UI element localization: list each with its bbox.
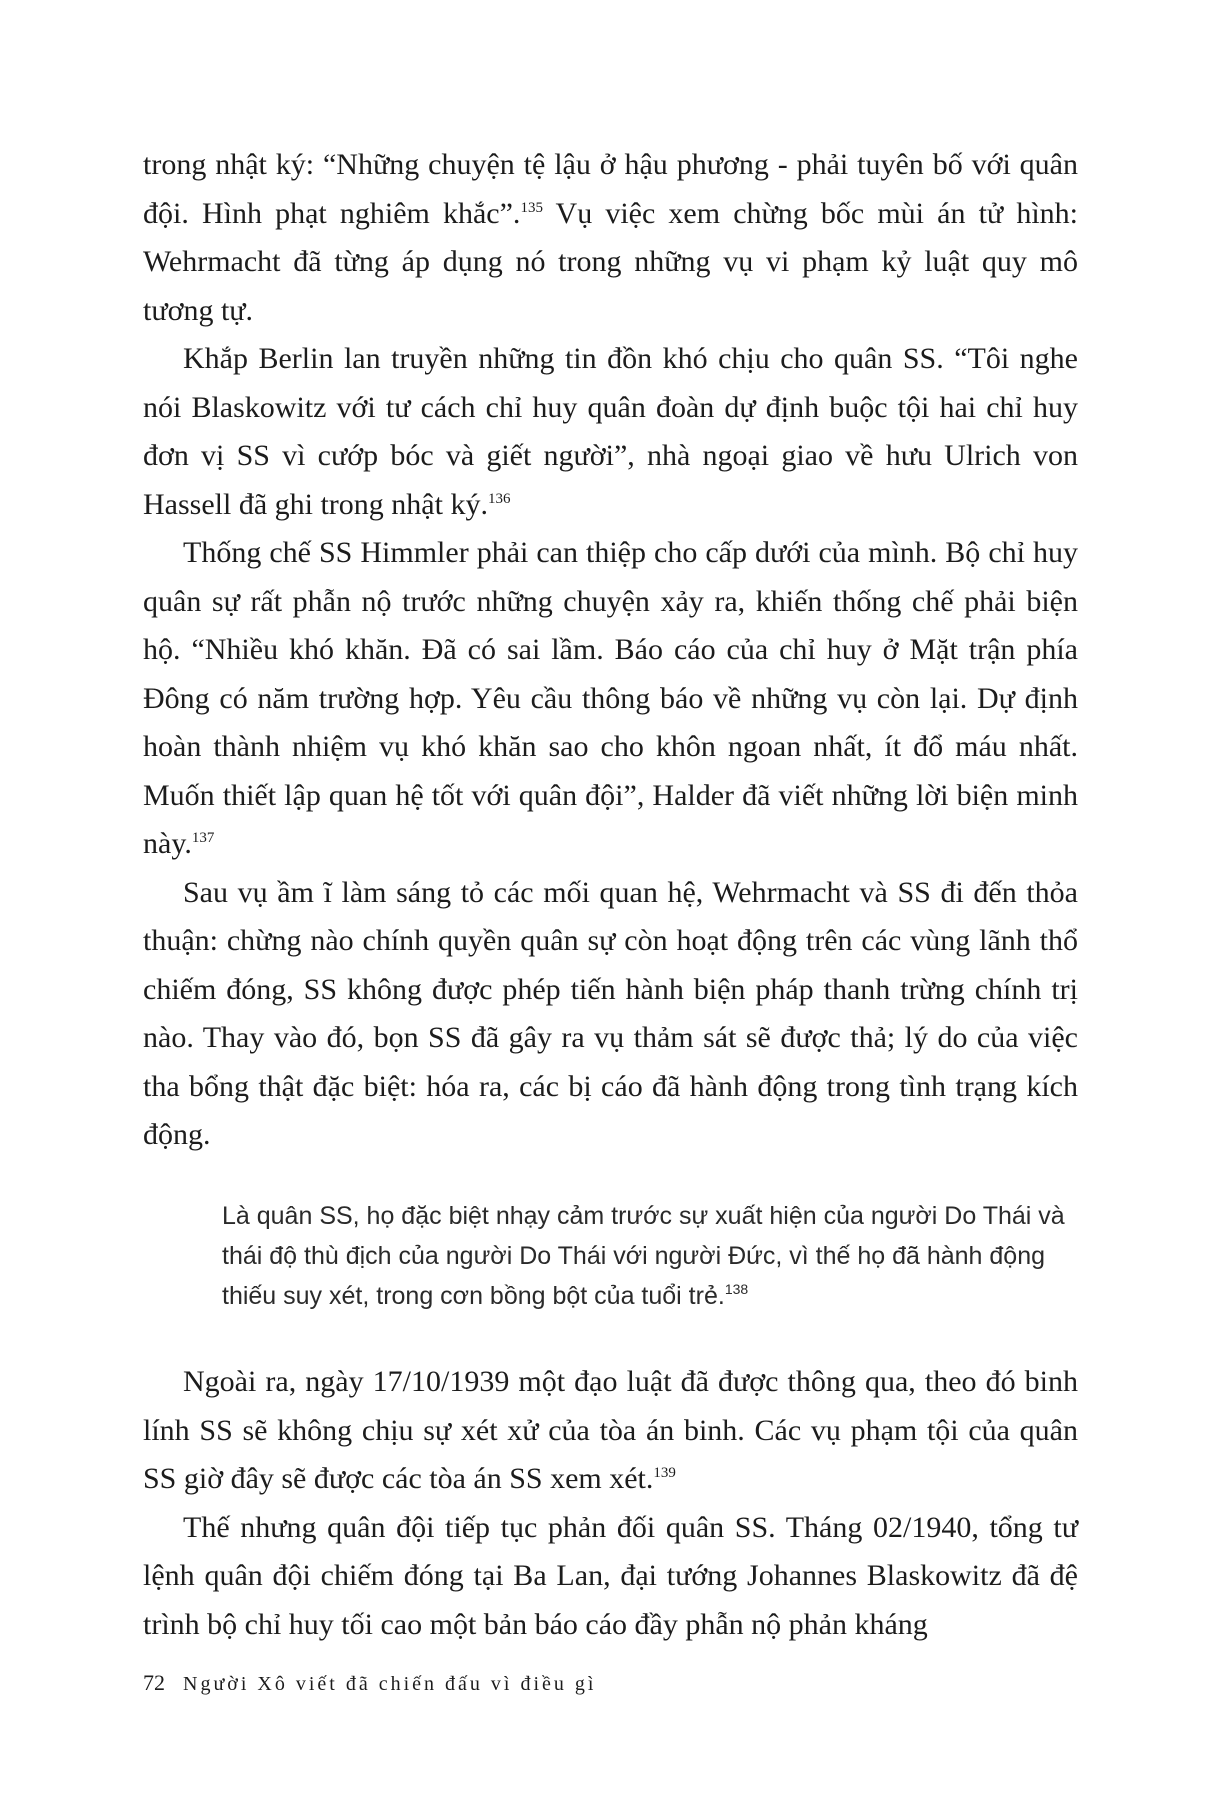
paragraph-3 [143, 529, 1078, 869]
paragraph-1 [143, 141, 1078, 335]
footnote-ref-138: 138 [724, 1281, 749, 1297]
paragraph-5 [143, 1358, 1078, 1504]
running-title: Người Xô viết đã chiến đấu vì điều gì [183, 1673, 597, 1695]
paragraph-6 [143, 1504, 1078, 1650]
footnote-ref-139: 139 [653, 1465, 676, 1481]
paragraph-2-text: Khắp Berlin lan truyền những tin đồn khó chịu cho quân SS. “Tôi nghe nói Blaskowitz với tư cách chỉ huy quân đoàn dự định buộc tội hai chỉ huy đơn vị SS vì cướp bóc và giết người”, nhà ngoại giao về hưu Ulrich von Hassell đã ghi trong nhật ký. [143, 342, 1078, 521]
paragraph-3-text: Thống chế SS Himmler phải can thiệp cho cấp dưới của mình. Bộ chỉ huy quân sự rất phẫn nộ trước những chuyện xảy ra, khiến thống chế phải biện hộ. “Nhiều khó khăn. Đã có sai lầm. Báo cáo của chỉ huy ở Mặt trận phía Đông có năm trường hợp. Yêu cầu thông báo về những vụ còn lại. Dự định hoàn thành nhiệm vụ khó khăn sao cho khôn ngoan nhất, ít đổ máu nhất. Muốn thiết lập quan hệ tốt với quân đội”, Halder đã viết những lời biện minh này. [143, 536, 1078, 860]
page-footer [143, 1670, 596, 1696]
footnote-ref-136: 136 [487, 490, 511, 507]
body-text-bottom [143, 1358, 1078, 1649]
footnote-ref-135: 135 [520, 199, 543, 216]
paragraph-1-text-after: Vụ việc xem chừng bốc mùi án tử hình: Wehrmacht đã từng áp dụng nó trong những vụ vi phạm kỷ luật quy mô tương tự. [143, 196, 1078, 327]
footnote-ref-137: 137 [191, 830, 215, 846]
page-number: 72 [143, 1670, 165, 1695]
paragraph-6-text: Thế nhưng quân đội tiếp tục phản đối quân SS. Tháng 02/1940, tổng tư lệnh quân đội chiếm đóng tại Ba Lan, đại tướng Johannes Blaskowitz đã đệ trình bộ chỉ huy tối cao một bản báo cáo đầy phẫn nộ phản kháng [143, 1510, 1078, 1641]
paragraph-2 [143, 335, 1078, 529]
paragraph-4-text: Sau vụ ầm ĩ làm sáng tỏ các mối quan hệ, Wehrmacht và SS đi đến thỏa thuận: chừng nào chính quyền quân sự còn hoạt động trên các vùng lãnh thổ chiếm đóng, SS không được phép tiến hành biện pháp thanh trừng chính trị nào. Thay vào đó, bọn SS đã gây ra vụ thảm sát sẽ được thả; lý do của việc tha bổng thật đặc biệt: hóa ra, các bị cáo đã hành động trong tình trạng kích động. [143, 875, 1078, 1151]
body-text-top [143, 141, 1078, 1160]
paragraph-4 [143, 869, 1078, 1160]
block-quote-text: Là quân SS, họ đặc biệt nhạy cảm trước sự xuất hiện của người Do Thái và thái độ thù địch của người Do Thái với người Đức, vì thế họ đã hành động thiếu suy xét, trong cơn bồng bột của tuổi trẻ. [222, 1202, 1065, 1310]
paragraph-5-text: Ngoài ra, ngày 17/10/1939 một đạo luật đã được thông qua, theo đó binh lính SS sẽ không chịu sự xét xử của tòa án binh. Các vụ phạm tội của quân SS giờ đây sẽ được các tòa án SS xem xét. [143, 1365, 1078, 1495]
paragraph-1-text: trong nhật ký: “Những chuyện tệ lậu ở hậu phương - phải tuyên bố với quân đội. Hình phạt nghiêm khắc”. [143, 148, 1078, 230]
block-quote [222, 1196, 1078, 1316]
